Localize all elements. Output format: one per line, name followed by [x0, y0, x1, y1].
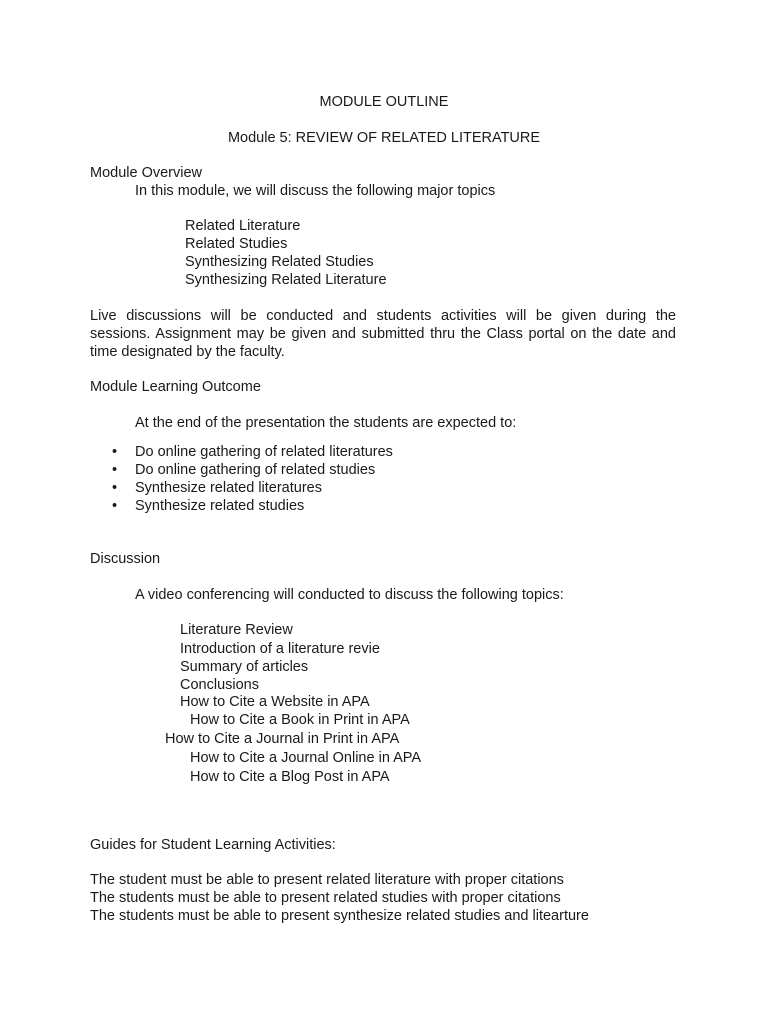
overview-topic: Synthesizing Related Studies: [185, 254, 374, 270]
document-title: MODULE OUTLINE: [319, 94, 449, 110]
overview-heading: Module Overview: [90, 165, 203, 181]
discussion-topic: How to Cite a Book in Print in APA: [190, 712, 410, 728]
overview-paragraph-line: time designated by the faculty.: [90, 344, 285, 360]
discussion-topic: Summary of articles: [180, 659, 309, 675]
learning-outcome-item: Synthesize related studies: [135, 498, 305, 514]
overview-topic: Related Studies: [185, 236, 288, 252]
guides-line: The student must be able to present related literature with proper citations: [90, 872, 564, 888]
module-title: Module 5: REVIEW OF RELATED LITERATURE: [227, 130, 541, 146]
learning-outcome-heading: Module Learning Outcome: [90, 379, 261, 395]
learning-outcome-item: Do online gathering of related literatures: [135, 444, 393, 460]
bullet-icon: •: [112, 480, 118, 496]
learning-outcome-item: Synthesize related literatures: [135, 480, 322, 496]
discussion-heading: Discussion: [90, 551, 161, 567]
discussion-topic: How to Cite a Website in APA: [180, 694, 370, 710]
discussion-topic: Introduction of a literature revie: [180, 641, 380, 657]
discussion-intro: A video conferencing will conducted to discuss the following topics:: [135, 587, 564, 603]
overview-topic: Synthesizing Related Literature: [185, 272, 387, 288]
guides-line: The students must be able to present related studies with proper citations: [90, 890, 561, 906]
discussion-topic: How to Cite a Journal Online in APA: [190, 750, 422, 766]
overview-intro: In this module, we will discuss the following major topics: [135, 183, 496, 199]
bullet-icon: •: [112, 498, 118, 514]
overview-paragraph-line: sessions. Assignment may be given and submitted thru the Class portal on the date and: [90, 326, 676, 342]
discussion-topic: Conclusions: [180, 677, 259, 693]
discussion-topic: Literature Review: [180, 622, 293, 638]
discussion-topic: How to Cite a Blog Post in APA: [190, 769, 390, 785]
learning-outcome-intro: At the end of the presentation the students are expected to:: [135, 415, 517, 431]
overview-topic: Related Literature: [185, 218, 301, 234]
guides-line: The students must be able to present synthesize related studies and litearture: [90, 908, 589, 924]
learning-outcome-item: Do online gathering of related studies: [135, 462, 376, 478]
overview-paragraph-line: Live discussions will be conducted and students activities will be given during the: [90, 308, 676, 324]
bullet-icon: •: [112, 462, 118, 478]
bullet-icon: •: [112, 444, 118, 460]
guides-heading: Guides for Student Learning Activities:: [90, 837, 336, 853]
discussion-topic: How to Cite a Journal in Print in APA: [165, 731, 400, 747]
